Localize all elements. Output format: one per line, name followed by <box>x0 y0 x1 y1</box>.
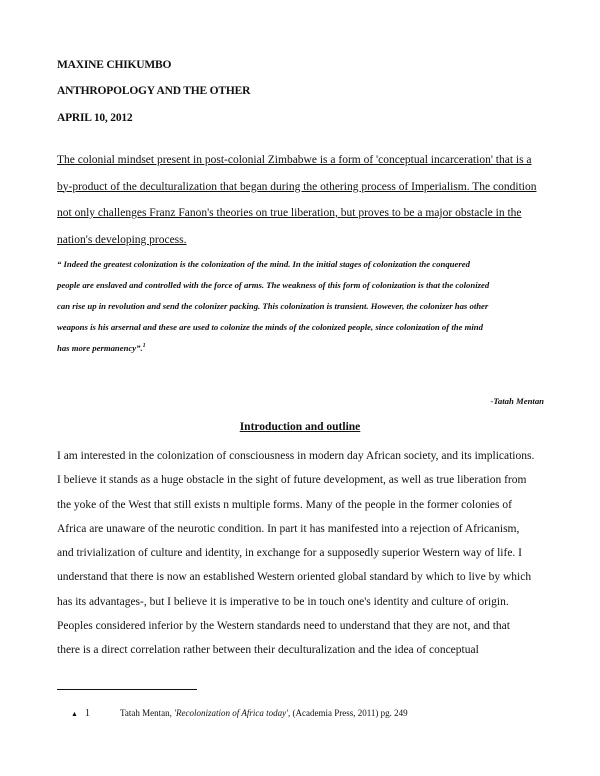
document-date: APRIL 10, 2012 <box>57 112 133 124</box>
epigraph-quote <box>57 254 547 359</box>
course-title: ANTHROPOLOGY AND THE OTHER <box>57 85 251 97</box>
abstract-line: The colonial mindset present in post-colonial Zimbabwe is a form of 'conceptual incarceration' that is a <box>57 154 532 166</box>
body-line: Africa are unaware of the neurotic condition. In part it has manifested into a rejection of Africanism, <box>57 522 520 535</box>
author-name: MAXINE CHIKUMBO <box>57 59 172 71</box>
body-line: has its advantages-, but I believe it is imperative to be in touch one's identity and culture of origin. <box>57 595 509 608</box>
footnote-text <box>120 708 408 718</box>
quote-line: “ Indeed the greatest colonization is the colonization of the mind. In the initial stages of colonization the conquered <box>57 259 470 269</box>
abstract-line: not only challenges Franz Fanon's theories on true liberation, but proves to be a major obstacle in the <box>57 207 522 219</box>
footnote-reference[interactable]: 1 <box>142 343 146 350</box>
abstract-paragraph <box>57 147 545 253</box>
body-line: there is a direct correlation rather between their deculturalization and the idea of conceptual <box>57 644 479 657</box>
section-heading: Introduction and outline <box>239 421 361 433</box>
abstract-line: by-product of the deculturalization that began during the othering process of Imperialism. The condition <box>57 180 537 193</box>
quote-line: can rise up in revolution and send the colonizer packing. This colonization is transient. However, the colonizer has other <box>57 301 489 311</box>
quote-last-line: has more permanency”. <box>57 343 143 353</box>
quote-line <box>57 338 547 359</box>
body-line: the yoke of the West that still exists n multiple forms. Many of the people in the former colonies of <box>57 498 512 511</box>
quote-attribution: -Tatah Mentan <box>490 396 544 406</box>
body-line: Peoples considered inferior by the Western standards need to understand that they are not, and that <box>57 620 510 633</box>
body-line: understand that there is now an established Western oriented global standard by which to live by which <box>57 571 532 584</box>
footnote-number: 1 <box>85 708 90 719</box>
body-line: I am interested in the colonization of consciousness in modern day African society, and its implications. <box>57 450 535 462</box>
footnote <box>71 708 408 719</box>
footnote-separator <box>57 689 197 690</box>
quote-line: people are enslaved and controlled with the force of arms. The weakness of this form of colonization is that the colonized <box>57 280 490 290</box>
footnote-author: Tatah Mentan, <box>120 708 175 718</box>
footnote-title: 'Recolonization of Africa today' <box>174 708 289 718</box>
body-line: I believe it stands as a huge obstacle in the sight of future development, as well as true liberation from <box>57 474 527 487</box>
footnote-backlink-icon[interactable]: ▲ <box>71 710 78 718</box>
footnote-publication: , (Academia Press, 2011) pg. 249 <box>288 708 408 718</box>
body-line: and trivialization of culture and identity, in exchange for a supposedly superior Western way of life. I <box>57 547 522 560</box>
body-paragraph <box>57 444 547 663</box>
abstract-line: nation's developing process. <box>57 233 187 246</box>
quote-line: weapons is his arsernal and these are used to colonize the minds of the colonized people, since colonization of the mind <box>57 322 483 332</box>
